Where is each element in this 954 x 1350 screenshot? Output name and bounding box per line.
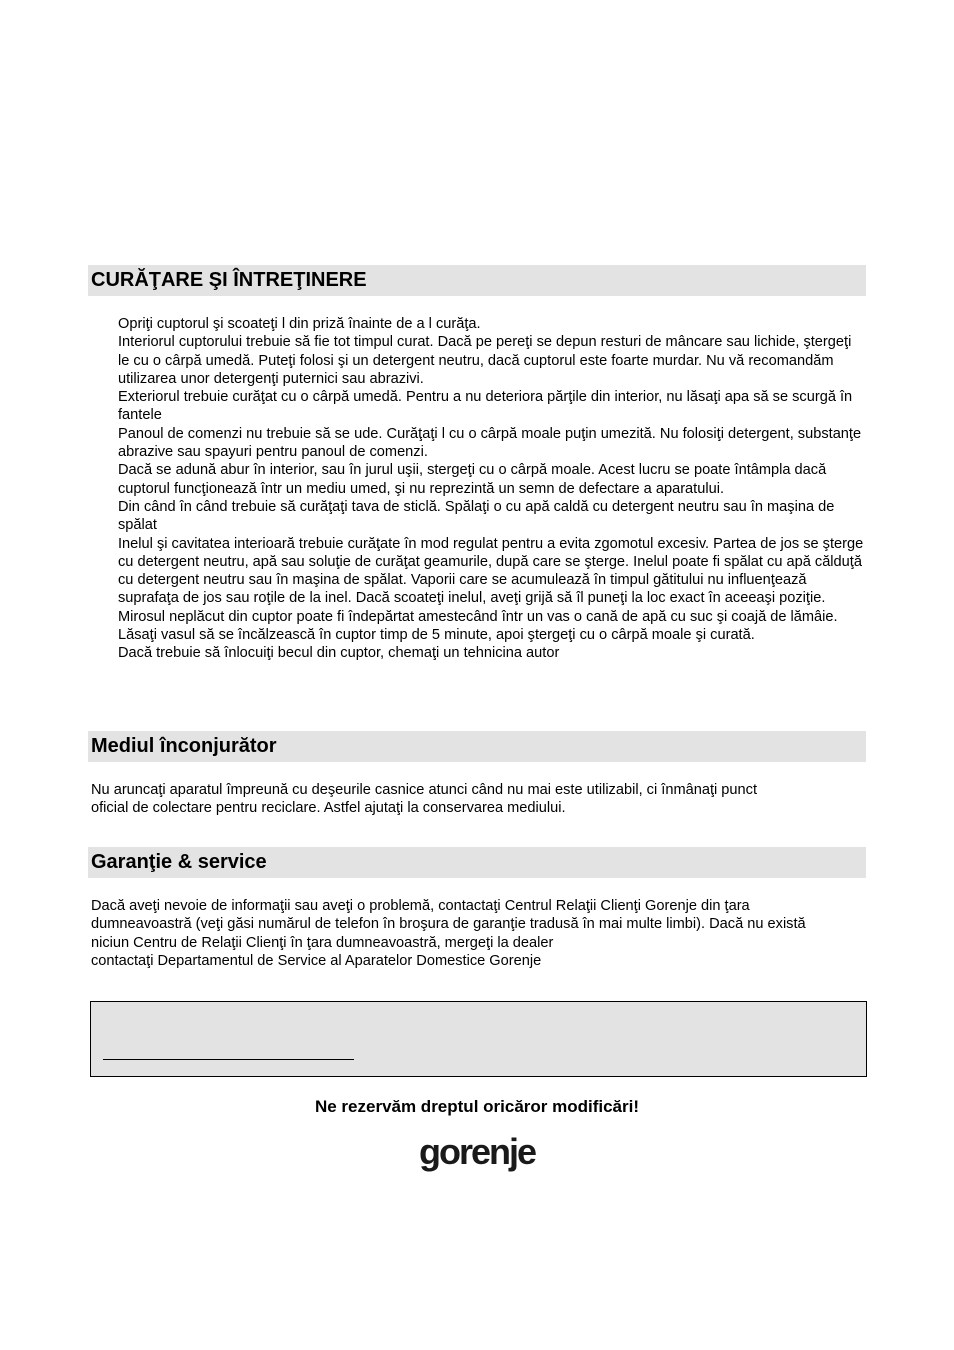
warranty-section-body (91, 897, 866, 970)
paragraph: Exteriorul trebuie curăţat cu o cârpă umedă. Pentru a nu deteriora părţile din interior, nu lăsaţi apa să se scurgă în fantele (118, 389, 853, 424)
environment-section-title: Mediul înconjurător (88, 731, 866, 762)
paragraph: Dacă se adună abur în interior, sau în jurul uşii, stergeţi cu o cârpă moale. Acest lucru se poate întâmpla dacă cuptorul funcţionează într un mediu umed, şi nu reprezintă un semn de defectare a aparatului. (118, 462, 827, 497)
paragraph: Inelul şi cavitatea interioară trebuie curăţate în mod regulat pentru a evita zgomotul excesiv. Partea de jos se şterge cu detergent neutru, apă sau soluţie de curăţat geamurile, după care se şterge. Inelul poate fi spălat cu apă călduţă cu detergent neutru sau în maşina de spălat. Vaporii care se acumulează în timpul gătitului nu influenţează suprafaţa de jos sau roţile de la inel. Dacă scoateţi inelul, aveţi grijă să îl puneţi la loc exact în aceeaşi poziţie. (118, 535, 864, 607)
warranty-section-title: Garanţie & service (88, 847, 866, 878)
paragraph: Dacă trebuie să înlocuiţi becul din cuptor, chemaţi un tehnicina autor (118, 645, 560, 662)
rights-notice: Ne rezervăm dreptul oricăror modificări! (314, 1097, 640, 1116)
paragraph: contactaţi Departamentul de Service al Aparatelor Domestice Gorenje (91, 952, 542, 969)
signature-line (103, 1059, 354, 1060)
paragraph: Dacă aveţi nevoie de informaţii sau aveţi o problemă, contactaţi Centrul Relaţii Clienţi Gorenje din ţara dumneavoastră (veţi găsi numărul de telefon în broşura de garanţie tradusă în mai multe limbi). Dacă nu există niciun Centru de Relaţii Clienţi în ţara dumneavoastră, mergeţi la dealer (91, 898, 806, 951)
paragraph: Interiorul cuptorului trebuie să fie tot timpul curat. Dacă pe pereţi se depun resturi de mâncare sau lichide, ştergeţi le cu o cârpă umedă. Puteţi folosi şi un detergent neutru, dacă cuptorul este foarte murdar. Nu vă recomandăm utilizarea unor detergenţi puternici sau abrazivi. (118, 334, 852, 387)
paragraph: Din când în când trebuie să curăţaţi tava de sticlă. Spălaţi o cu apă caldă cu detergent neutru sau în maşina de spălat (118, 498, 835, 534)
cleaning-section-body (118, 315, 866, 663)
note-box (90, 1001, 867, 1077)
cleaning-section-title: CURĂŢARE ŞI ÎNTREŢINERE (88, 265, 866, 296)
paragraph: Panoul de comenzi nu trebuie să se ude. Curăţaţi l cu o cârpă moale puţin umezită. Nu folosiţi detergent, substanţe abrazive sau spayuri pentru panoul de comenzi. (118, 425, 862, 461)
paragraph: Opriţi cuptorul şi scoateţi l din priză înainte de a l curăţa. (118, 316, 481, 332)
paragraph: Mirosul neplăcut din cuptor poate fi îndepărtat amestecând într un vas o cană de apă cu suc şi coajă de lămâie. Lăsaţi vasul să se încălzească în cuptor timp de 5 minute, apoi ştergeţi cu o cârpă moale şi curată. (118, 608, 838, 644)
environment-section-body (91, 781, 866, 818)
paragraph: Nu aruncaţi aparatul împreună cu deşeurile casnice atunci când nu mai este utilizabil, ci înmânaţi punct oficial de colectare pentru reciclare. Astfel ajutaţi la conservarea mediului. (91, 782, 758, 817)
brand-logo: gorenje (418, 1131, 536, 1172)
